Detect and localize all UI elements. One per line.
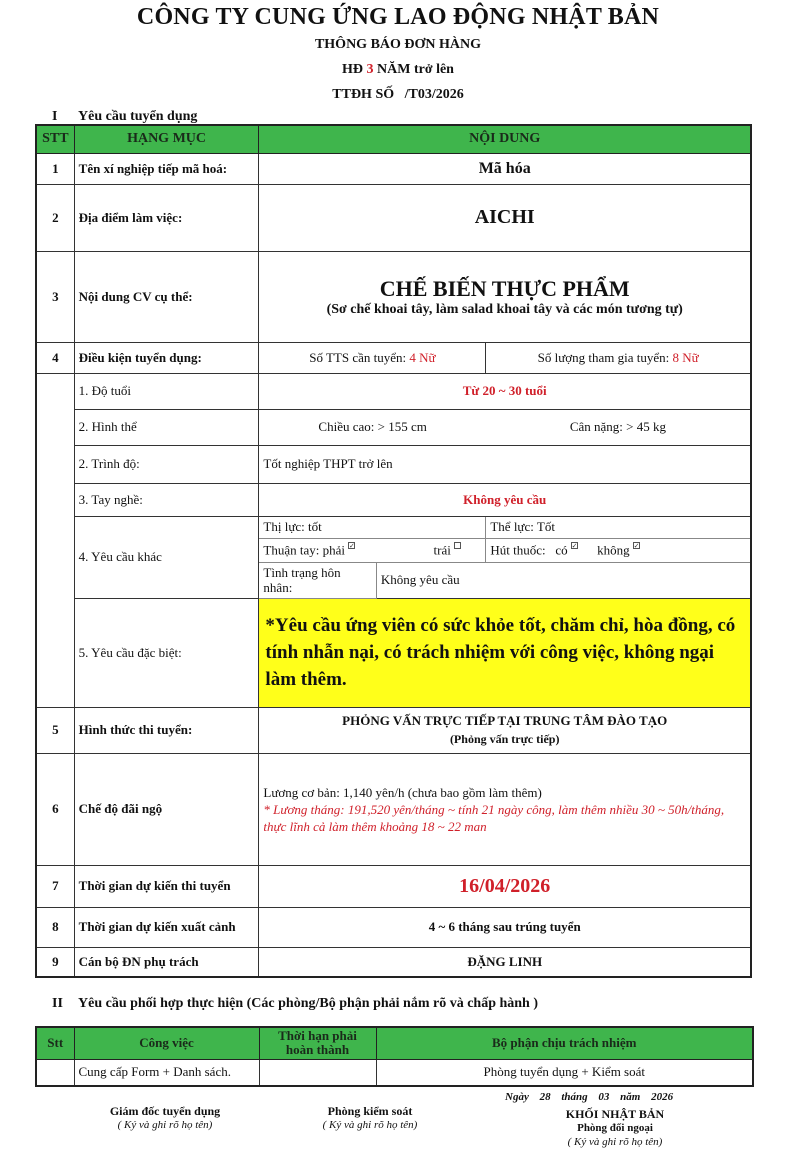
row-stt — [36, 1059, 74, 1086]
col-header-department: Bộ phận chịu trách nhiệm — [376, 1027, 753, 1059]
section-1-title: Yêu cầu tuyển dụng — [78, 109, 198, 124]
table-row — [36, 753, 751, 865]
smoking-yes-checkbox[interactable] — [571, 542, 578, 549]
row-label: Hình thức thi tuyển: — [74, 707, 259, 753]
date-year: 2026 — [651, 1091, 674, 1103]
row-stt: 5 — [36, 707, 74, 753]
department-value: Phòng tuyển dụng + Kiểm soát — [376, 1059, 753, 1086]
handedness — [259, 538, 486, 562]
monthly-salary: * Lương tháng: 191,520 yên/tháng ~ tính 21 ngày công, làm thêm nhiều 30 ~ 50h/tháng, thực lĩnh cả làm thêm khoảng 18 ~ 22 man — [263, 801, 725, 834]
col-header-task: Công việc — [74, 1027, 259, 1059]
director-note: ( Ký và ghi rõ họ tên) — [117, 1119, 213, 1131]
director-title: Giám đốc tuyển dụng — [109, 1104, 221, 1118]
left-hand-label: trái — [433, 542, 451, 558]
col-header-content: NỘI DUNG — [259, 125, 751, 153]
date-day-label: Ngày — [505, 1091, 529, 1103]
table-row — [36, 184, 751, 251]
skill-value: Không yêu cầu — [259, 483, 751, 516]
row-stt: 1 — [36, 153, 74, 184]
row-label: Địa điểm làm việc: — [74, 184, 259, 251]
contract-suffix: NĂM trở lên — [377, 62, 454, 77]
other-label: 4. Yêu cầu khác — [74, 516, 259, 598]
row-label: Chế độ đãi ngộ — [74, 753, 259, 865]
table-row — [36, 251, 751, 342]
weight-value: Cân nặng: > 45 kg — [486, 409, 751, 445]
company-title: CÔNG TY CUNG ỨNG LAO ĐỘNG NHẬT BẢN — [136, 4, 660, 30]
table-row — [36, 342, 751, 373]
participants-value: 8 Nữ — [672, 349, 699, 365]
row-label: Thời gian dự kiến xuất cảnh — [74, 907, 259, 947]
marital-value: Không yêu cầu — [376, 562, 751, 598]
table-row — [36, 707, 751, 753]
row-stt: 7 — [36, 865, 74, 907]
signature-date — [505, 1091, 673, 1103]
eyesight-value: Thị lực: tốt — [259, 516, 486, 538]
job-detail: (Sơ chế khoai tây, làm salad khoai tây và các món tương tự) — [326, 301, 683, 317]
base-salary: Lương cơ bản: 1,140 yên/h (chưa bao gồm làm thêm) — [263, 784, 542, 800]
left-hand-checkbox[interactable] — [454, 542, 461, 549]
row-stt: 2 — [36, 184, 74, 251]
date-day: 28 — [539, 1091, 551, 1103]
exam-form-value: PHỎNG VẤN TRỰC TIẾP TẠI TRUNG TÂM ĐÀO TẠO — [342, 713, 668, 728]
smoking — [486, 538, 751, 562]
table-row — [36, 409, 751, 445]
col-header-category: HẠNG MỤC — [74, 125, 259, 153]
row-label: Cán bộ ĐN phụ trách — [74, 947, 259, 977]
order-number: TTĐH SỐ /T03/2026 — [332, 87, 464, 102]
japan-signature — [540, 1107, 690, 1149]
date-year-label: năm — [620, 1091, 641, 1103]
special-label: 5. Yêu cầu đặc biệt: — [74, 598, 259, 707]
row-stt: 6 — [36, 753, 74, 865]
departure-time: 4 ~ 6 tháng sau trúng tuyển — [259, 907, 751, 947]
table-row — [36, 865, 751, 907]
age-label: 1. Độ tuổi — [74, 373, 259, 409]
table-header-row — [36, 125, 751, 153]
exam-form-detail: (Phỏng vấn trực tiếp) — [449, 732, 560, 746]
smoking-no-checkbox[interactable] — [633, 542, 640, 549]
smoking-yes-label: có — [555, 542, 568, 558]
participants-count — [486, 342, 751, 373]
tts-value: 4 Nữ — [409, 349, 436, 365]
education-label: 2. Trình độ: — [74, 445, 259, 483]
age-value: Từ 20 ~ 30 tuổi — [259, 373, 751, 409]
right-hand-checkbox[interactable] — [348, 542, 355, 549]
row-stt: 9 — [36, 947, 74, 977]
row-label: Tên xí nghiệp tiếp mã hoá: — [74, 153, 259, 184]
col-header-stt: Stt — [36, 1027, 74, 1059]
section-2-heading — [52, 996, 538, 1012]
japan-subtitle: Phòng đối ngoại — [577, 1122, 653, 1134]
row-stt: 4 — [36, 342, 74, 373]
marital-label: Tình trạng hôn nhân: — [259, 562, 376, 598]
table-row — [36, 373, 751, 409]
tts-label: Số TTS cần tuyển: — [309, 349, 407, 365]
table-row — [36, 483, 751, 516]
table-row — [36, 516, 751, 538]
smoking-label: Hút thuốc: — [490, 542, 546, 558]
control-signature — [295, 1104, 445, 1131]
task-value: Cung cấp Form + Danh sách. — [74, 1059, 259, 1086]
japan-note: ( Ký và ghi rõ họ tên) — [567, 1136, 663, 1148]
row-label: Nội dung CV cụ thể: — [74, 251, 259, 342]
company-name-value: Mã hóa — [259, 153, 751, 184]
director-signature — [90, 1104, 240, 1131]
smoking-no-label: không — [597, 542, 630, 558]
table-header-row — [36, 1027, 753, 1059]
table-row — [36, 445, 751, 483]
section-1-heading — [52, 109, 197, 125]
contract-term — [0, 62, 796, 78]
body-label: 2. Hình thể — [74, 409, 259, 445]
section-1-number: I — [52, 109, 58, 124]
row-stt: 8 — [36, 907, 74, 947]
control-note: ( Ký và ghi rõ họ tên) — [322, 1119, 418, 1131]
section-2-number: II — [52, 996, 63, 1011]
control-title: Phòng kiểm soát — [327, 1104, 413, 1118]
exam-date: 16/04/2026 — [259, 865, 751, 907]
japan-title: KHỐI NHẬT BẢN — [565, 1107, 665, 1121]
special-requirement: *Yêu cầu ứng viên có sức khỏe tốt, chăm chỉ, hòa đồng, có tính nhẫn nại, có trách nhiệm với công việc, không ngại làm thêm. — [259, 598, 751, 707]
section-2-title: Yêu cầu phối hợp thực hiện (Các phòng/Bộ phận phải nắm rõ và chấp hành ) — [78, 996, 538, 1011]
row-label: Điều kiện tuyển dụng: — [74, 342, 259, 373]
tts-count — [259, 342, 486, 373]
table-row — [36, 907, 751, 947]
col-header-stt: STT — [36, 125, 74, 153]
job-title: CHẾ BIẾN THỰC PHẨM — [379, 275, 630, 301]
row-label: Thời gian dự kiến thi tuyển — [74, 865, 259, 907]
date-month-label: tháng — [561, 1091, 588, 1103]
table-row — [36, 1059, 753, 1086]
participants-label: Số lượng tham gia tuyển: — [537, 349, 670, 365]
contract-years: 3 — [366, 62, 374, 77]
deadline-value — [259, 1059, 376, 1086]
height-value: Chiều cao: > 155 cm — [259, 409, 486, 445]
notice-title: THÔNG BÁO ĐƠN HÀNG — [314, 37, 482, 52]
education-value: Tốt nghiệp THPT trở lên — [259, 445, 751, 483]
fitness-value: Thể lực: Tốt — [486, 516, 751, 538]
requirements-table — [35, 124, 752, 978]
row-stt-empty — [36, 373, 74, 707]
coordination-table — [35, 1026, 754, 1087]
date-month: 03 — [598, 1091, 610, 1103]
skill-label: 3. Tay nghề: — [74, 483, 259, 516]
contract-prefix: HĐ — [342, 62, 364, 77]
table-row — [36, 947, 751, 977]
table-row — [36, 153, 751, 184]
table-row — [36, 598, 751, 707]
work-location-value: AICHI — [259, 184, 751, 251]
officer-name: ĐẶNG LINH — [259, 947, 751, 977]
col-header-deadline: Thời hạn phải hoàn thành — [259, 1027, 376, 1059]
handedness-label: Thuận tay: phải — [263, 542, 346, 558]
row-stt: 3 — [36, 251, 74, 342]
